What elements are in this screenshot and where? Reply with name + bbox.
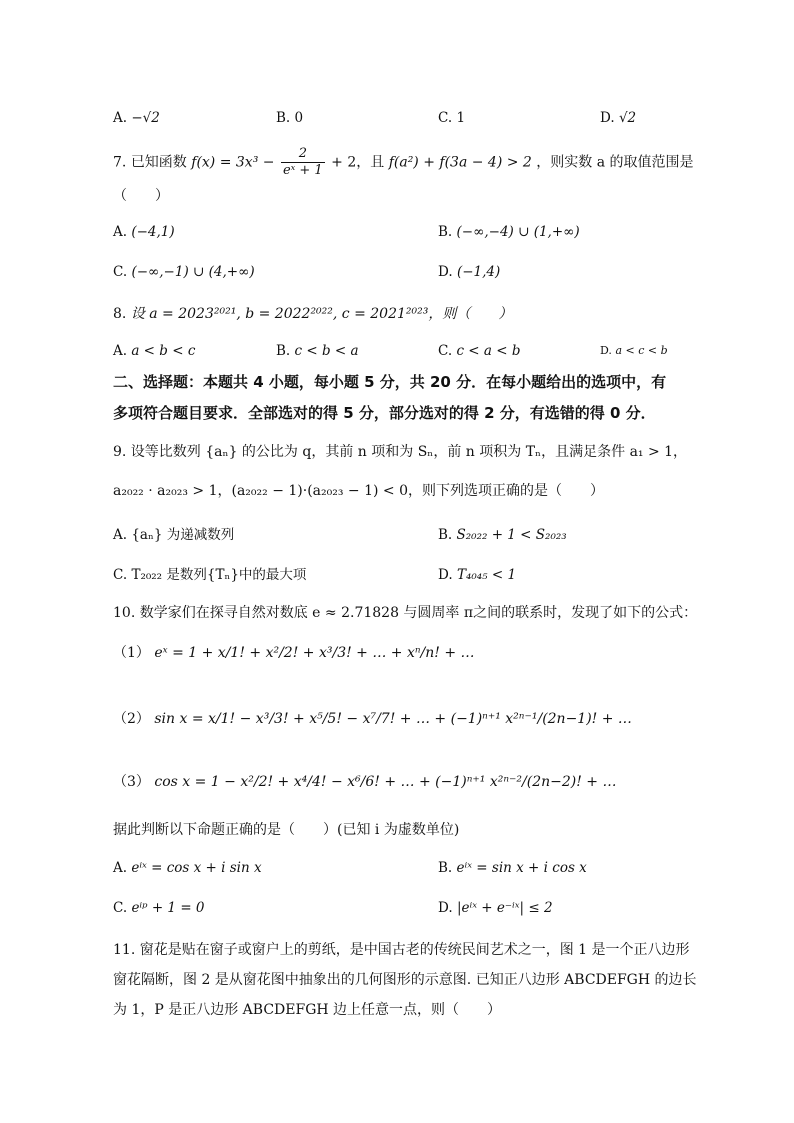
q7-option-b (438, 222, 580, 242)
option-text: a < c < b (615, 344, 668, 357)
q10-formula-3 (113, 771, 616, 791)
q9-option-d (438, 565, 516, 585)
option-label: B. (438, 527, 453, 543)
option-label: B. (276, 343, 291, 359)
q9-option-a (113, 525, 234, 545)
option-text: 0 (294, 110, 304, 126)
option-text: √2 (618, 110, 637, 126)
option-text: T₂₀₂₂ 是数列{Tₙ}中的最大项 (131, 567, 307, 583)
q10-option-d (438, 898, 553, 918)
section-heading-line-1: 二、选择题：本题共 4 小题，每小题 5 分，共 20 分．在每小题给出的选项中，有 (113, 373, 667, 391)
q9-option-b (438, 525, 567, 545)
option-label: A. (113, 860, 128, 876)
function-expression: f(x) = 3x³ − (191, 154, 275, 171)
q10-formula-1 (113, 642, 475, 662)
q6-option-c (438, 108, 465, 128)
q7-option-c (113, 262, 255, 282)
fraction (281, 146, 325, 179)
formula-label: （2） (113, 711, 150, 727)
option-label: C. (113, 567, 128, 583)
option-text: c < a < b (456, 343, 521, 359)
q11-stem-line-3: 为 1，P 是正八边形 ABCDEFGH 边上任意一点，则（ ） (113, 1002, 502, 1018)
option-label: C. (438, 110, 453, 126)
section-heading-line-2: 多项符合题目要求．全部选对的得 5 分，部分选对的得 2 分，有选错的得 0 分． (113, 404, 656, 422)
option-label: A. (113, 110, 128, 126)
fraction-numerator: 2 (281, 146, 325, 163)
option-label: D. (600, 110, 615, 126)
option-label: B. (438, 224, 453, 240)
option-text: |eⁱˣ + e⁻ⁱˣ| ≤ 2 (456, 900, 553, 916)
q6-option-a (113, 108, 160, 128)
option-label: D. (438, 900, 453, 916)
option-text: {aₙ} 为递减数列 (131, 527, 235, 543)
question-number: 7. (113, 154, 127, 171)
q8-option-c (438, 341, 520, 361)
formula-expression: sin x = x/1! − x³/3! + x⁵/5! − x⁷/7! + … + (−1)ⁿ⁺¹ x²ⁿ⁻¹/(2n−1)! + … (154, 711, 632, 727)
fraction-denominator: eˣ + 1 (282, 163, 323, 178)
q10-stem: 10. 数学家们在探寻自然对数底 e ≈ 2.71828 与圆周率 π之间的联系时，发现了如下的公式： (113, 605, 698, 621)
q10-option-b (438, 858, 587, 878)
option-label: B. (438, 860, 453, 876)
option-text: −√2 (131, 110, 160, 126)
option-label: C. (438, 343, 453, 359)
option-label: A. (113, 527, 128, 543)
q8-option-a (113, 341, 195, 361)
function-tail: + 2，且 (331, 154, 385, 171)
q10-formula-2 (113, 708, 632, 728)
option-text: (−∞,−4) ∪ (1,+∞) (456, 224, 580, 240)
q7-option-d (438, 262, 500, 282)
option-text: S₂₀₂₂ + 1 < S₂₀₂₃ (456, 527, 567, 543)
option-text: eⁱˣ = cos x + i sin x (131, 860, 262, 876)
formula-label: （1） (113, 645, 150, 661)
stem-text: 已知函数 (130, 154, 187, 171)
q11-stem-line-2: 窗花隔断，图 2 是从窗花图中抽象出的几何图形的示意图. 已知正八边形 ABCDEFGH 的边长 (113, 972, 697, 988)
q11-stem-line-1: 11. 窗花是贴在窗子或窗户上的剪纸，是中国古老的传统民间艺术之一，图 1 是一个正八边形 (113, 942, 690, 958)
q8-option-d (600, 341, 668, 361)
q7-option-a (113, 222, 175, 242)
q9-option-c (113, 565, 306, 585)
option-text: T₄₀₄₅ < 1 (456, 567, 517, 583)
option-text: a < b < c (131, 343, 196, 359)
question-number: 8. (113, 306, 127, 322)
option-label: D. (600, 344, 612, 357)
q8-stem (113, 304, 512, 324)
stem-text: ，则实数 a 的取值范围是 (536, 154, 694, 171)
option-text: eⁱˣ = sin x + i cos x (456, 860, 587, 876)
option-label: B. (276, 110, 291, 126)
q10-option-c (113, 898, 205, 918)
option-text: (−∞,−1) ∪ (4,+∞) (131, 264, 255, 280)
option-text: c < b < a (294, 343, 359, 359)
option-text: eⁱᵖ + 1 = 0 (131, 900, 205, 916)
q7-paren: （ ） (113, 188, 169, 204)
q10-judge: 据此判断以下命题正确的是（ ）(已知 i 为虚数单位) (113, 822, 460, 838)
q7-stem (113, 146, 694, 179)
option-label: A. (113, 224, 128, 240)
q9-stem-line-2: a₂₀₂₂ · a₂₀₂₃ > 1，(a₂₀₂₂ − 1)·(a₂₀₂₃ − 1) < 0，则下列选项正确的是（ ） (113, 483, 604, 499)
option-text: 1 (456, 110, 466, 126)
option-text: (−4,1) (131, 224, 175, 240)
option-label: D. (438, 567, 453, 583)
option-label: C. (113, 264, 128, 280)
formula-expression: cos x = 1 − x²/2! + x⁴/4! − x⁶/6! + … + (−1)ⁿ⁺¹ x²ⁿ⁻²/(2n−2)! + … (154, 774, 617, 790)
option-label: A. (113, 343, 128, 359)
q6-option-b (276, 108, 303, 128)
q6-option-d (600, 108, 636, 128)
option-text: (−1,4) (456, 264, 501, 280)
formula-label: （3） (113, 774, 150, 790)
option-label: D. (438, 264, 453, 280)
formula-expression: eˣ = 1 + x/1! + x²/2! + x³/3! + … + xⁿ/n! + … (154, 645, 475, 661)
q8-option-b (276, 341, 359, 361)
stem-text: 设 a = 2023²⁰²¹, b = 2022²⁰²², c = 2021²⁰²³，则（ ） (130, 306, 513, 322)
q9-stem-line-1: 9. 设等比数列 {aₙ} 的公比为 q，其前 n 项和为 Sₙ，前 n 项积为 Tₙ，且满足条件 a₁ > 1， (113, 444, 688, 460)
condition-expression: f(a²) + f(3a − 4) > 2 (388, 154, 532, 171)
q10-option-a (113, 858, 262, 878)
option-label: C. (113, 900, 128, 916)
